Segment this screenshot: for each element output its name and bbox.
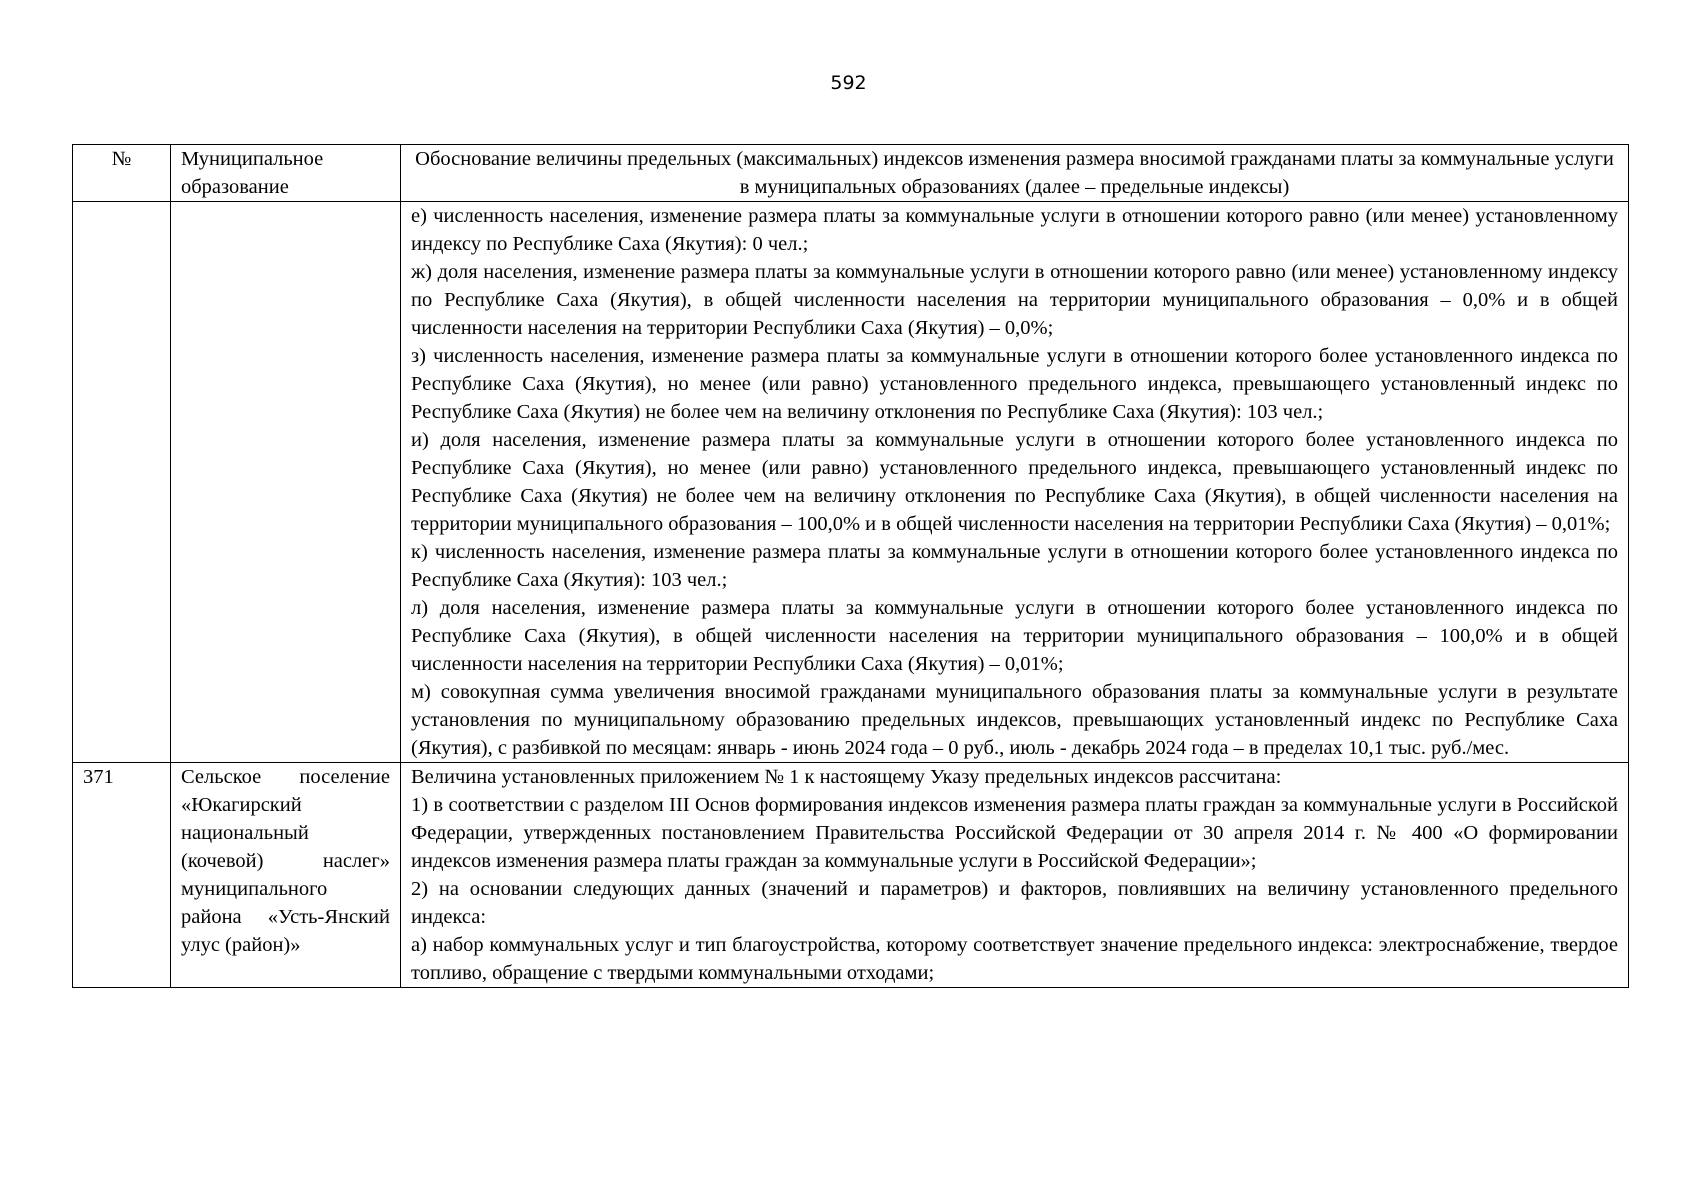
page-number: 592 — [830, 72, 867, 94]
paragraph-m: м) совокупная сумма увеличения вносимой гражданами муниципального образования платы за коммунальные услуги в результате установления по муниципальному образованию предельных индексов, превышающих установленный индекс по Республике Саха (Якутия), с разбивкой по месяцам: январь - июнь 2024 года – 0 руб., июль - декабрь 2024 года – в пределах 10,1 тыс. руб./мес. — [411, 681, 1618, 759]
table-header-row — [73, 145, 1629, 202]
row-number-cell: 371 — [73, 763, 171, 988]
justification-cell — [401, 202, 1629, 763]
paragraph-z: з) численность населения, изменение размера платы за коммунальные услуги в отношении которого более установленного индекса по Республике Саха (Якутия), но менее (или равно) установленного предельного индекса, превышающего установленный индекс по Республике Саха (Якутия) не более чем на величину отклонения по Республике Саха (Якутия): 103 чел.; — [411, 345, 1618, 423]
paragraph-1: 1) в соответствии с разделом III Основ формирования индексов изменения размера платы граждан за коммунальные услуги в Российской Федерации, утвержденных постановлением Правительства Российской Федерации от 30 апреля 2014 г. № 400 «О формировании индексов изменения размера платы граждан за коммунальные услуги в Российской Федерации»; — [411, 794, 1618, 872]
table-row — [73, 202, 1629, 763]
paragraph-2: 2) на основании следующих данных (значений и параметров) и факторов, повлиявших на величину установленного предельного индекса: — [411, 878, 1618, 928]
paragraph-i: и) доля населения, изменение размера платы за коммунальные услуги в отношении которого более установленного индекса по Республике Саха (Якутия), но менее (или равно) установленного предельного индекса, превышающего установленный индекс по Республике Саха (Якутия) не более чем на величину отклонения по Республике Саха (Якутия), в общей численности населения на территории муниципального образования – 100,0% и в общей численности населения на территории Республики Саха (Якутия) – 0,01%; — [411, 429, 1618, 535]
municipality-cell — [171, 202, 401, 763]
header-municipality: Муниципальное образование — [171, 145, 401, 202]
paragraph-e: е) численность населения, изменение размера платы за коммунальные услуги в отношении которого равно (или менее) установленному индексу по Республике Саха (Якутия): 0 чел.; — [411, 205, 1618, 255]
justification-cell — [401, 763, 1629, 988]
paragraph-intro: Величина установленных приложением № 1 к настоящему Указу предельных индексов рассчитана: — [411, 766, 1282, 788]
table-row — [73, 763, 1629, 988]
row-number-cell — [73, 202, 171, 763]
municipality-cell: Сельское поселение «Юкагирский национальный (кочевой) наслег» муниципального района «Усть-Янский улус (район)» — [171, 763, 401, 988]
paragraph-k: к) численность населения, изменение размера платы за коммунальные услуги в отношении которого более установленного индекса по Республике Саха (Якутия): 103 чел.; — [411, 541, 1618, 591]
header-justification: Обоснование величины предельных (максимальных) индексов изменения размера вносимой гражданами платы за коммунальные услуги в муниципальных образованиях (далее – предельные индексы) — [401, 145, 1629, 202]
paragraph-a: а) набор коммунальных услуг и тип благоустройства, которому соответствует значение предельного индекса: электроснабжение, твердое топливо, обращение с твердыми коммунальными отходами; — [411, 934, 1618, 984]
indices-table — [72, 144, 1629, 988]
paragraph-l: л) доля населения, изменение размера платы за коммунальные услуги в отношении которого более установленного индекса по Республике Саха (Якутия), в общей численности населения на территории муниципального образования – 100,0% и в общей численности населения на территории Республики Саха (Якутия) – 0,01%; — [411, 597, 1618, 675]
paragraph-zh: ж) доля населения, изменение размера платы за коммунальные услуги в отношении которого равно (или менее) установленному индексу по Республике Саха (Якутия), в общей численности населения на территории муниципального образования – 0,0% и в общей численности населения на территории Республики Саха (Якутия) – 0,0%; — [411, 261, 1618, 339]
header-number: № — [73, 145, 171, 202]
